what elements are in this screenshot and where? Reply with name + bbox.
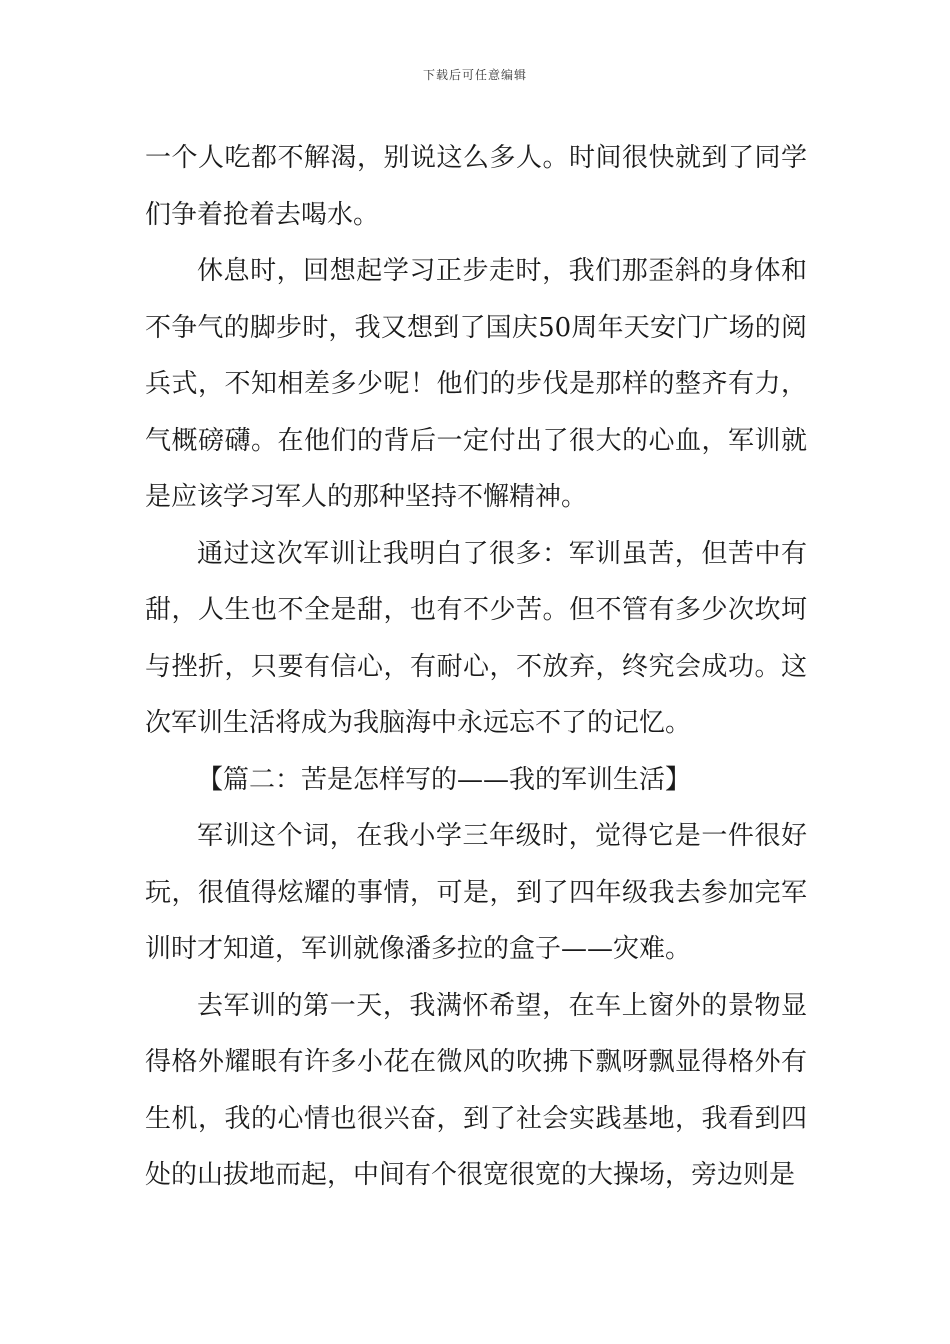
page-header: 下载后可任意编辑 xyxy=(422,68,527,82)
paragraph-5: 去军训的第一天，我满怀希望，在车上窗外的景物显得格外耀眼有许多小花在微风的吹拂下飘呀飘显得格外有生机，我的心情也很兴奋，到了社会实践基地，我看到四处的山拔地而起，中间有个很宽很宽的大操场，旁边则是 xyxy=(145,990,807,1190)
paragraph-4: 军训这个词，在我小学三年级时，觉得它是一件很好玩，很值得炫耀的事情，可是，到了四年级我去参加完军训时才知道，军训就像潘多拉的盒子——灾难。 xyxy=(145,821,807,964)
section-heading: 【篇二：苦是怎样写的——我的军训生活】 xyxy=(197,764,692,795)
paragraph-3: 通过这次军训让我明白了很多：军训虽苦，但苦中有甜，人生也不全是甜，也有不少苦。但不管有多少次坎坷与挫折，只要有信心，有耐心，不放弃，终究会成功。这次军训生活将成为我脑海中永远忘不了的记忆。 xyxy=(145,538,807,738)
paragraph-1: 一个人吃都不解渴，别说这么多人。时间很快就到了同学们争着抢着去喝水。 xyxy=(145,143,807,230)
document-body xyxy=(145,130,807,1204)
paragraph-2: 休息时，回想起学习正步走时，我们那歪斜的身体和不争气的脚步时，我又想到了国庆50周年天安门广场的阅兵式，不知相差多少呢！他们的步伐是那样的整齐有力，气概磅礴。在他们的背后一定付出了很大的心血，军训就是应该学习军人的那种坚持不懈精神。 xyxy=(145,256,807,512)
